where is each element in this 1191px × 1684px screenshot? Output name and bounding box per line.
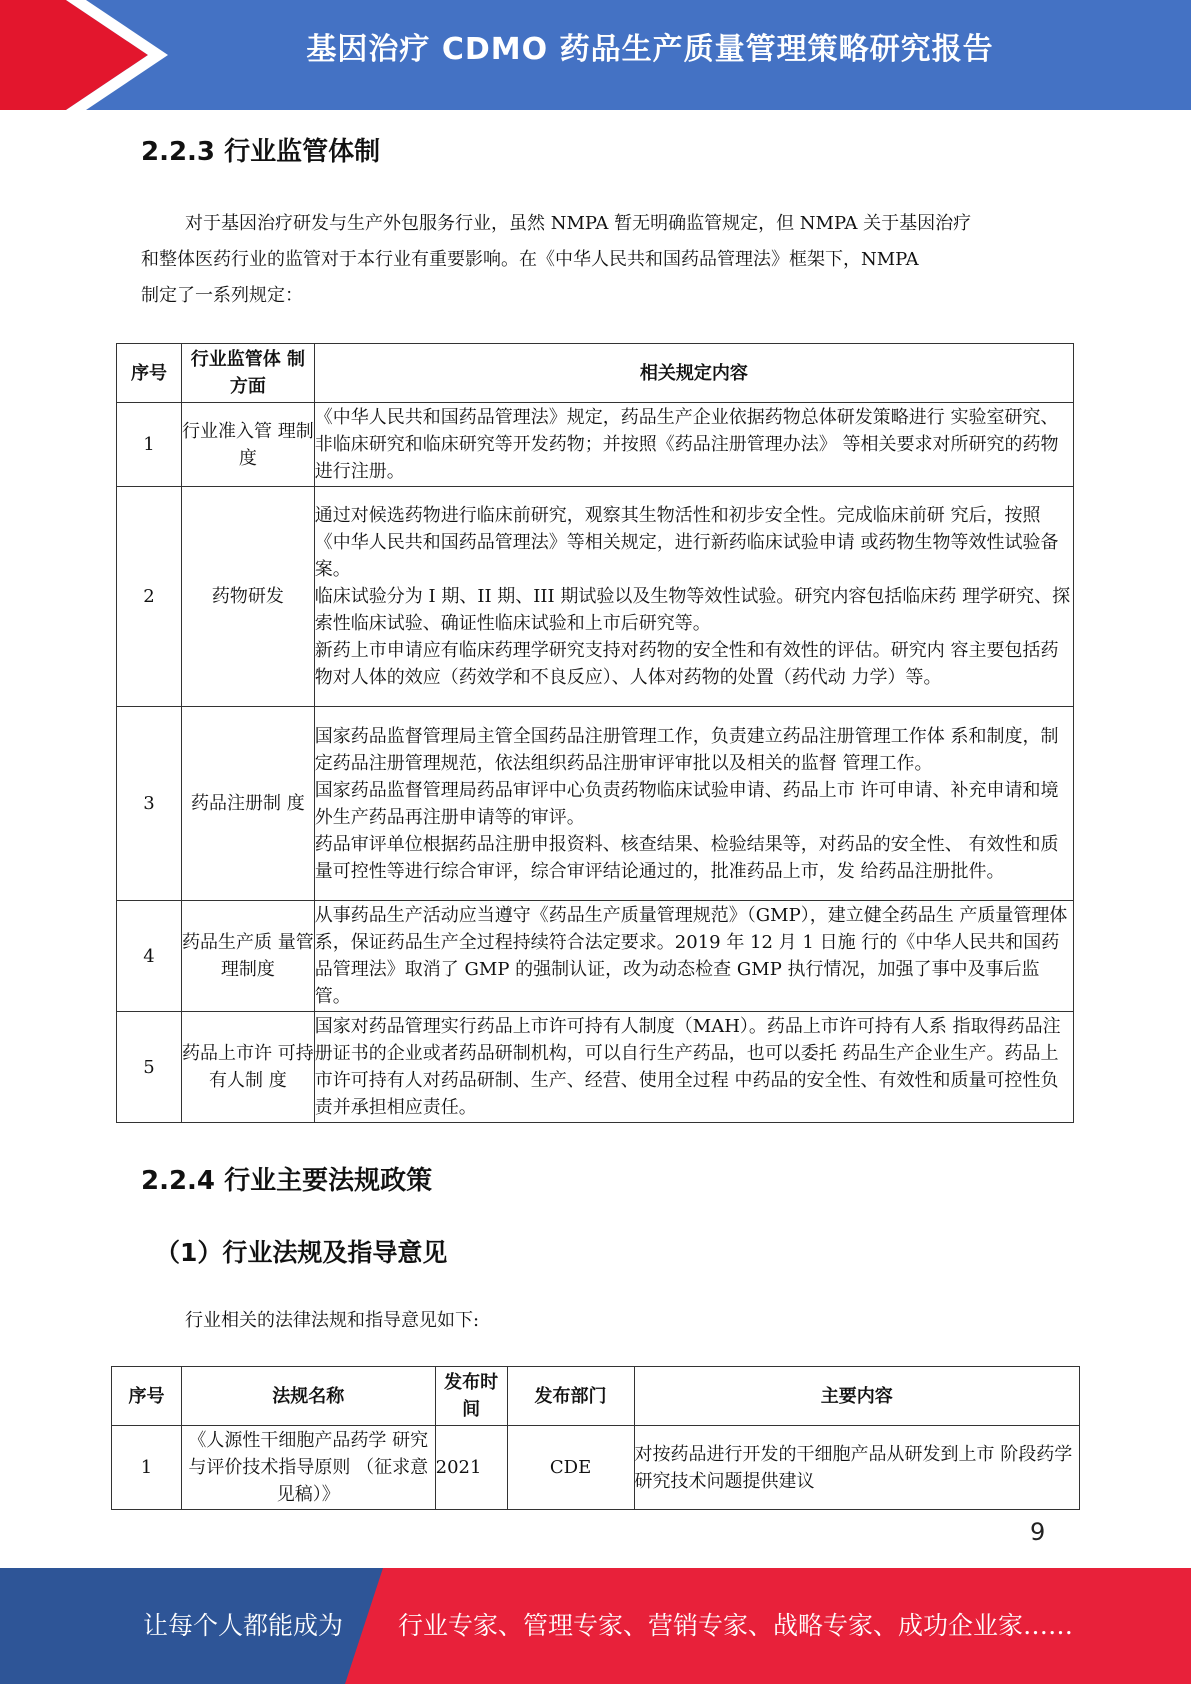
content-paragraph: 国家药品监督管理局主管全国药品注册管理工作，负责建立药品注册管理工作体 系和制度，制定药品注册管理规范，依法组织药品注册审评审批以及相关的监督 管理工作。 [314, 725, 1059, 774]
table-row [117, 901, 1074, 1012]
footer-slogan-right: 行业专家、管理专家、营销专家、战略专家、成功企业家…… [398, 1611, 1074, 1640]
row-year: 2021 [435, 1426, 507, 1510]
paragraph-line: 制定了一系列规定： [141, 285, 303, 306]
report-title: 基因治疗 CDMO 药品生产质量管理策略研究报告 [306, 32, 994, 67]
content-paragraph: 通过对候选药物进行临床前研究，观察其生物活性和初步安全性。完成临床前研 究后，按照《中华人民共和国药品管理法》等相关规定，进行新药临床试验申请 或药物生物等效性试验备案。 [314, 505, 1059, 580]
section-heading-2-2-3: 2.2.3 行业监管体制 [141, 137, 381, 167]
footer-banner [0, 1568, 1191, 1684]
subsection-heading-regulations: （1）行业法规及指导意见 [155, 1238, 448, 1267]
row-content [314, 1012, 1073, 1123]
column-header-aspect: 行业监管体 制方面 [181, 344, 314, 403]
content-paragraph: 国家对药品管理实行药品上市许可持有人制度（MAH）。药品上市许可持有人系 指取得药品注册证书的企业或者药品研制机构，可以自行生产药品，也可以委托 药品生产企业生产。药品上市许可持有人对药品研制、生产、经营、使用全过程 中药品的安全性、有效性和质量可控性负责并承担相应责任。 [314, 1016, 1061, 1118]
row-aspect: 药品注册制 度 [181, 707, 314, 901]
row-department: CDE [507, 1426, 634, 1510]
row-number: 1 [112, 1426, 182, 1510]
column-header-department: 发布部门 [507, 1367, 634, 1426]
content-paragraph: 临床试验分为 I 期、II 期、III 期试验以及生物等效性试验。研究内容包括临床药 理学研究、探索性临床试验、确证性临床试验和上市后研究等。 [314, 586, 1071, 634]
column-header-date: 发布时间 [435, 1367, 507, 1426]
row-content [314, 901, 1073, 1012]
row-content [314, 707, 1073, 901]
row-number: 5 [117, 1012, 182, 1123]
row-content [314, 403, 1073, 487]
row-regulation-name: 《人源性干细胞产品药学 研究与评价技术指导原则 （征求意见稿）》 [181, 1426, 435, 1510]
column-header-no: 序号 [112, 1367, 182, 1426]
row-number: 2 [117, 487, 182, 707]
row-number: 4 [117, 901, 182, 1012]
table-header-row [112, 1367, 1080, 1426]
table-row [117, 1012, 1074, 1123]
content-paragraph: 新药上市申请应有临床药理学研究支持对药物的安全性和有效性的评估。研究内 容主要包括药物对人体的效应（药效学和不良反应）、人体对药物的处置（药代动 力学）等。 [314, 640, 1059, 688]
row-main-content: 对按药品进行开发的干细胞产品从研发到上市 阶段药学研究技术问题提供建议 [634, 1426, 1080, 1510]
footer-slogan-left: 让每个人都能成为 [143, 1611, 344, 1640]
table-row [117, 487, 1074, 707]
page-number: 9 [1030, 1518, 1046, 1546]
section-heading-2-2-4: 2.2.4 行业主要法规政策 [141, 1166, 433, 1196]
content-paragraph: 药品审评单位根据药品注册申报资料、核查结果、检验结果等，对药品的安全性、 有效性和质量可控性等进行综合审评，综合审评结论通过的，批准药品上市，发 给药品注册批件。 [314, 833, 1059, 882]
row-number: 3 [117, 707, 182, 901]
column-header-main-content: 主要内容 [634, 1367, 1080, 1426]
column-header-name: 法规名称 [181, 1367, 435, 1426]
content-paragraph: 国家药品监督管理局药品审评中心负责药物临床试验申请、药品上市 许可申请、补充申请和境外生产药品再注册申请等的审评。 [314, 779, 1059, 828]
regulations-table [111, 1366, 1080, 1510]
row-number: 1 [117, 403, 182, 487]
table-row [117, 403, 1074, 487]
paragraph-line: 对于基因治疗研发与生产外包服务行业，虽然 NMPA 暂无明确监管规定，但 NMPA 关于基因治疗 [185, 213, 972, 234]
content-paragraph: 《中华人民共和国药品管理法》规定，药品生产企业依据药物总体研发策略进行 实验室研究、非临床研究和临床研究等开发药物；并按照《药品注册管理办法》 等相关要求对所研究的药物进行注册。 [314, 407, 1059, 482]
regulatory-system-table [116, 343, 1074, 1123]
section-2-2-3-paragraph [141, 206, 1051, 314]
content-paragraph: 从事药品生产活动应当遵守《药品生产质量管理规范》（GMP），建立健全药品生 产质量管理体系，保证药品生产全过程持续符合法定要求。2019 年 12 月 1 日施 行的《中华人民共和国药品管理法》取消了 GMP 的强制认证，改为动态检查 GMP 执行情况，加强了事中及事后监管。 [314, 905, 1068, 1007]
row-aspect: 行业准入管 理制度 [181, 403, 314, 487]
table-row [112, 1426, 1080, 1510]
header-banner [0, 0, 1191, 110]
row-content [314, 487, 1073, 707]
column-header-no: 序号 [117, 344, 182, 403]
paragraph-line: 和整体医药行业的监管对于本行业有重要影响。在《中华人民共和国药品管理法》框架下，NMPA [141, 249, 919, 270]
row-aspect: 药物研发 [181, 487, 314, 707]
table-row [117, 707, 1074, 901]
table-header-row [117, 344, 1074, 403]
row-aspect: 药品生产质 量管理制度 [181, 901, 314, 1012]
paragraph-line: 行业相关的法律法规和指导意见如下: [185, 1310, 480, 1331]
row-aspect: 药品上市许 可持有人制 度 [181, 1012, 314, 1123]
column-header-content: 相关规定内容 [314, 344, 1073, 403]
section-2-2-4-intro [141, 1303, 1051, 1339]
